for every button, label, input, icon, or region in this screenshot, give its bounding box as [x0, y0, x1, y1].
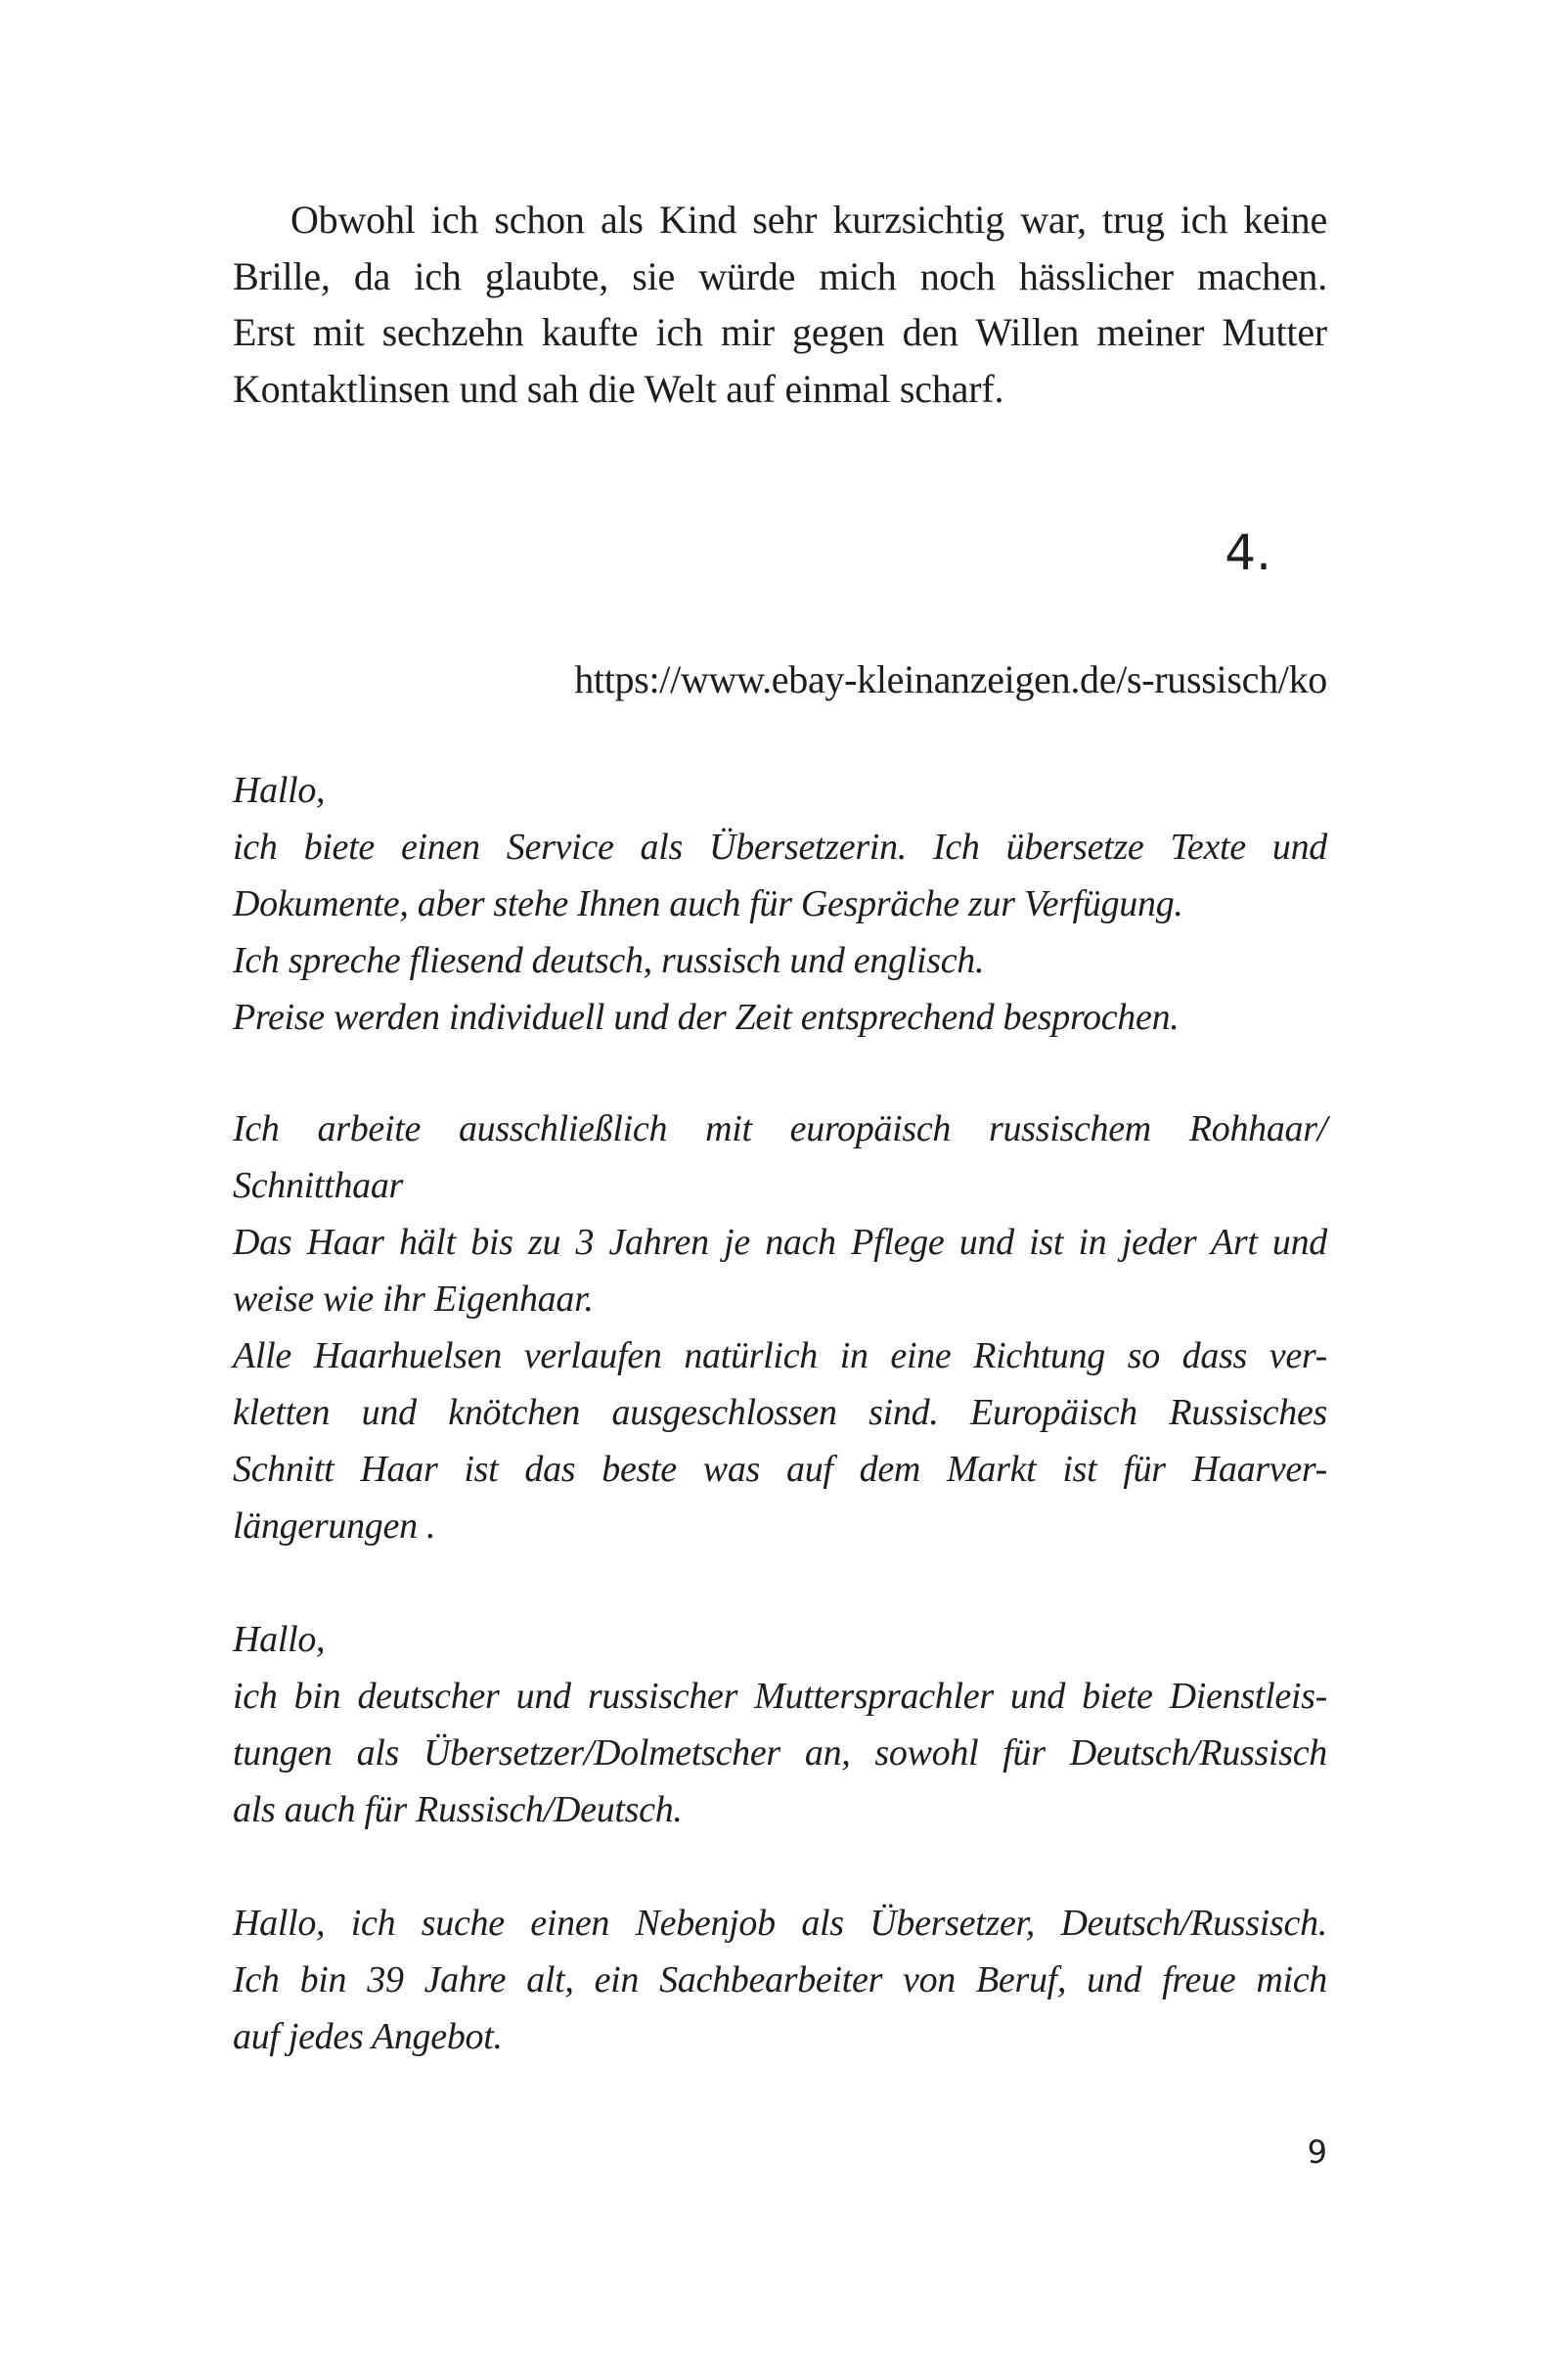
- text-line: Schnitt Haar ist das beste was auf dem Markt ist für Haarver-: [233, 1449, 1327, 1490]
- text-line: Hallo,: [233, 1619, 326, 1660]
- chapter-number: 4.: [1225, 524, 1271, 581]
- text-line: Das Haar hält bis zu 3 Jahren je nach Pflege und ist in jeder Art und: [233, 1222, 1327, 1263]
- text-line: Obwohl ich schon als Kind sehr kurzsichtig war, trug ich keine: [290, 198, 1327, 242]
- text-line: Dokumente, aber stehe Ihnen auch für Gespräche zur Verfügung.: [233, 883, 1183, 924]
- text-line: Erst mit sechzehn kaufte ich mir gegen den Willen meiner Mutter: [233, 310, 1327, 354]
- text-line: Kontaktlinsen und sah die Welt auf einmal scharf.: [233, 367, 1004, 411]
- text-line: Hallo,: [233, 770, 326, 811]
- source-url: https://www.ebay-kleinanzeigen.de/s-russisch/ko: [574, 657, 1327, 701]
- text-line: tungen als Übersetzer/Dolmetscher an, sowohl für Deutsch/Russisch: [233, 1732, 1327, 1774]
- text-line: Ich spreche fliesend deutsch, russisch und englisch.: [233, 940, 985, 981]
- text-line: Brille, da ich glaubte, sie würde mich noch hässlicher machen.: [233, 254, 1327, 298]
- text-line: Alle Haarhuelsen verlaufen natürlich in eine Richtung so dass ver-: [233, 1335, 1327, 1376]
- text-line: Ich arbeite ausschließlich mit europäisch russischem Rohhaar/: [233, 1108, 1327, 1149]
- text-line: Ich bin 39 Jahre alt, ein Sachbearbeiter von Beruf, und freue mich: [233, 1959, 1327, 2000]
- text-line: Preise werden individuell und der Zeit entsprechend besprochen.: [233, 997, 1180, 1038]
- text-line: kletten und knötchen ausgeschlossen sind. Europäisch Russisches: [233, 1392, 1327, 1433]
- text-line: als auch für Russisch/Deutsch.: [233, 1789, 683, 1830]
- text-line: auf jedes Angebot.: [233, 2016, 503, 2057]
- text-line: ich bin deutscher und russischer Muttersprachler und biete Dienstleis-: [233, 1676, 1327, 1717]
- text-line: weise wie ihr Eigenhaar.: [233, 1279, 594, 1320]
- page-number: 9: [1307, 2133, 1327, 2171]
- text-line: ich biete einen Service als Übersetzerin. Ich übersetze Texte und: [233, 827, 1327, 868]
- text-line: längerungen .: [233, 1505, 436, 1547]
- text-line: Schnitthaar: [233, 1165, 404, 1206]
- text-line: Hallo, ich suche einen Nebenjob als Übersetzer, Deutsch/Russisch.: [233, 1903, 1327, 1944]
